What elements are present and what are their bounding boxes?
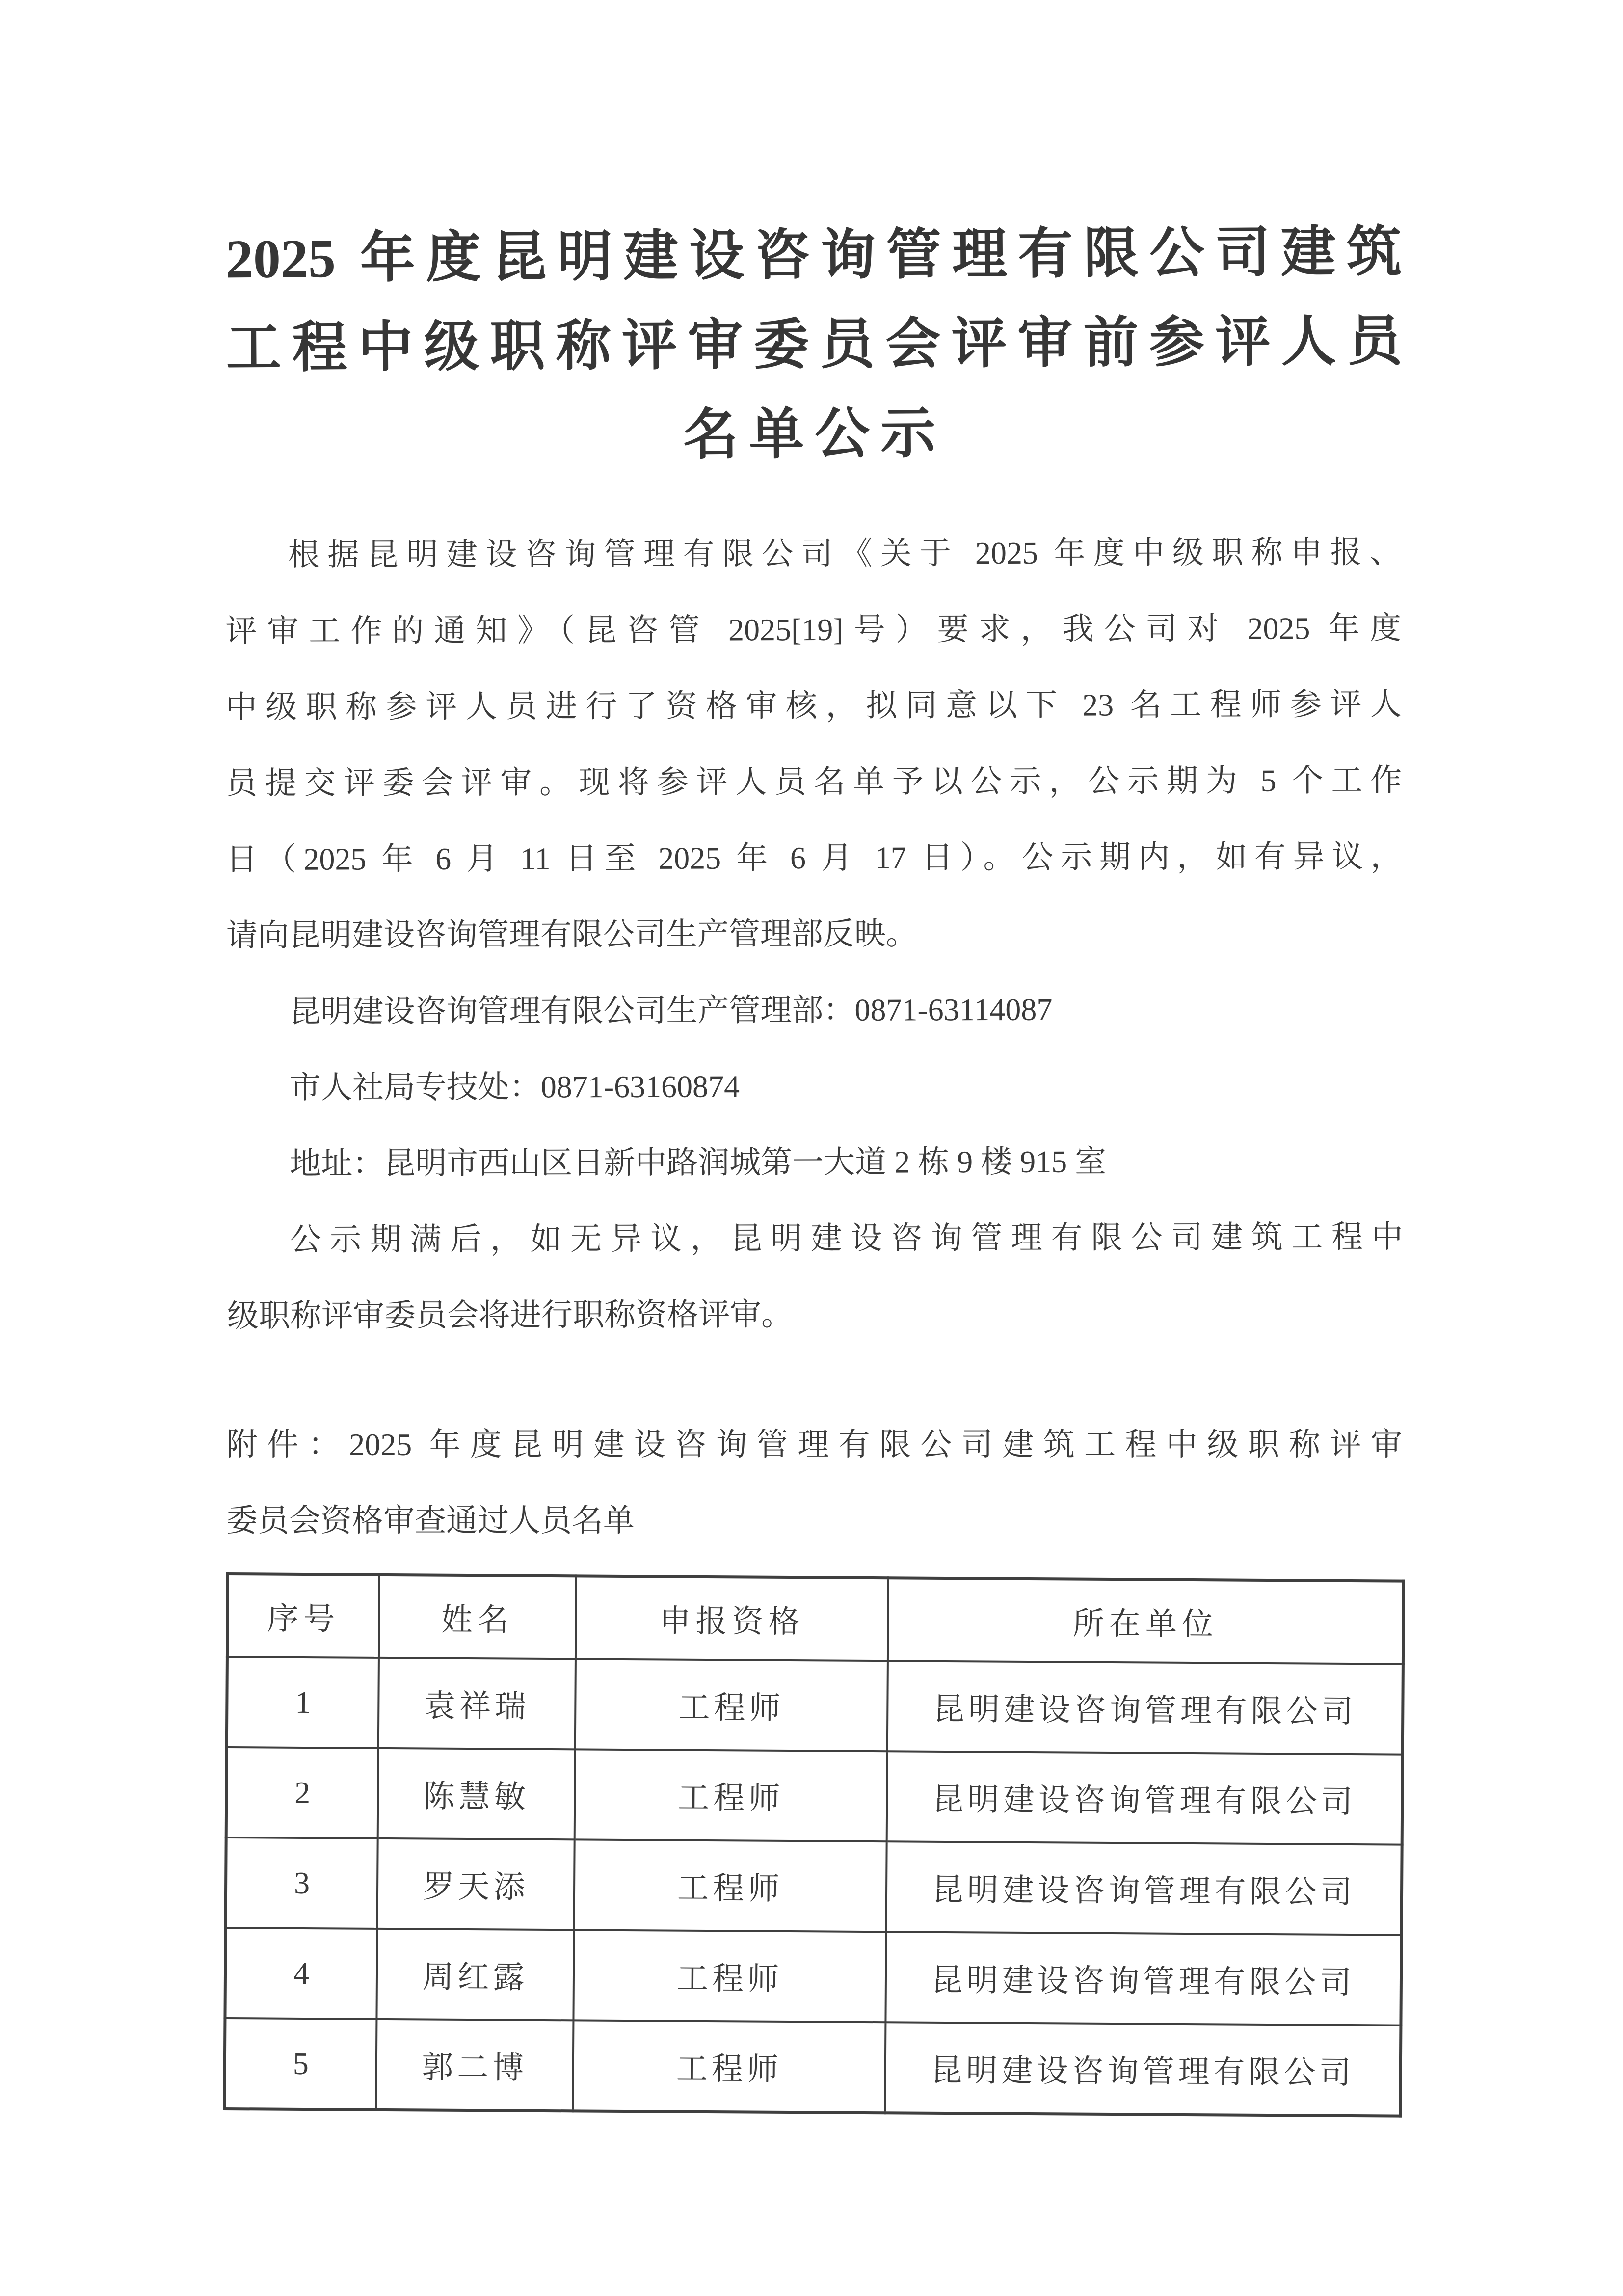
cell-qualification: 工程师	[575, 1659, 888, 1751]
cell-name: 周红露	[376, 1929, 574, 2020]
cell-name: 袁祥瑞	[378, 1658, 576, 1749]
body-line-4: 员提交评委会评审。现将参评人员名单予以公示，公示期为 5 个工作	[226, 762, 1402, 801]
body-line-2: 评审工作的通知》（昆咨管 2025[19]号）要求，我公司对 2025 年度	[225, 610, 1402, 649]
body-line-3: 中级职称参评人员进行了资格审核，拟同意以下 23 名工程师参评人	[225, 686, 1402, 725]
body-line-1: 根据昆明建设咨询管理有限公司《关于 2025 年度中级职称申报、	[288, 534, 1402, 572]
title-line-3: 名单公示	[683, 403, 947, 466]
cell-serial-number: 4	[225, 1928, 377, 2019]
cell-organization: 昆明建设咨询管理有限公司	[887, 1751, 1403, 1844]
cell-qualification: 工程师	[575, 1749, 887, 1841]
cell-qualification: 工程师	[573, 2020, 885, 2113]
cell-serial-number: 2	[226, 1747, 378, 1838]
closing-line-2: 级职称评审委员会将进行职称资格评审。	[227, 1297, 793, 1334]
contact-hr-bureau-line: 市人社局专技处：0871-63160874	[289, 1069, 740, 1105]
address-line: 地址：昆明市西山区日新中路润城第一大道 2 栋 9 楼 915 室	[290, 1144, 1107, 1181]
contact-production-dept-line: 昆明建设咨询管理有限公司生产管理部：0871-63114087	[289, 992, 1053, 1029]
col-header-serial-number: 序号	[227, 1574, 379, 1658]
cell-serial-number: 5	[224, 2018, 376, 2110]
cell-organization: 昆明建设咨询管理有限公司	[887, 1661, 1403, 1754]
cell-name: 罗天添	[377, 1838, 575, 1930]
cell-organization: 昆明建设咨询管理有限公司	[885, 2022, 1401, 2116]
cell-serial-number: 1	[227, 1657, 379, 1748]
announcement-body	[225, 514, 1403, 1354]
cell-qualification: 工程师	[573, 1930, 886, 2022]
body-line-6: 请向昆明建设咨询管理有限公司生产管理部反映。	[226, 916, 918, 953]
cell-name: 郭二博	[376, 2019, 573, 2111]
title-line-2: 工程中级职称评审委员会评审前参评人员	[226, 311, 1403, 379]
body-line-5: 日（2025 年 6 月 11 日至 2025 年 6 月 17 日）。公示期内，如有异议，	[226, 838, 1402, 877]
cell-name: 陈慧敏	[378, 1748, 575, 1839]
col-header-name: 姓名	[379, 1575, 576, 1659]
document-title	[225, 208, 1403, 483]
cell-organization: 昆明建设咨询管理有限公司	[886, 1841, 1402, 1935]
attachment-caption	[226, 1406, 1402, 1559]
table-row	[227, 1657, 1403, 1755]
col-header-qualification: 申报资格	[576, 1576, 888, 1661]
approved-personnel-table	[223, 1572, 1405, 2118]
table-row	[226, 1747, 1403, 1845]
table-row	[224, 2018, 1401, 2116]
cell-serial-number: 3	[226, 1837, 378, 1929]
title-line-1: 2025 年度昆明建设咨询管理有限公司建筑	[225, 221, 1402, 290]
closing-line-1: 公示期满后，如无异议，昆明建设咨询管理有限公司建筑工程中	[290, 1219, 1403, 1257]
attachment-line-1: 附件：2025 年度昆明建设咨询管理有限公司建筑工程中级职称评审	[226, 1427, 1402, 1462]
table-row	[225, 1928, 1401, 2026]
cell-qualification: 工程师	[574, 1839, 887, 1932]
attachment-line-2: 委员会资格审查通过人员名单	[226, 1503, 635, 1538]
col-header-organization: 所在单位	[888, 1578, 1404, 1664]
cell-organization: 昆明建设咨询管理有限公司	[885, 1932, 1401, 2025]
table-header-row	[227, 1574, 1404, 1664]
table-row	[226, 1837, 1402, 1935]
